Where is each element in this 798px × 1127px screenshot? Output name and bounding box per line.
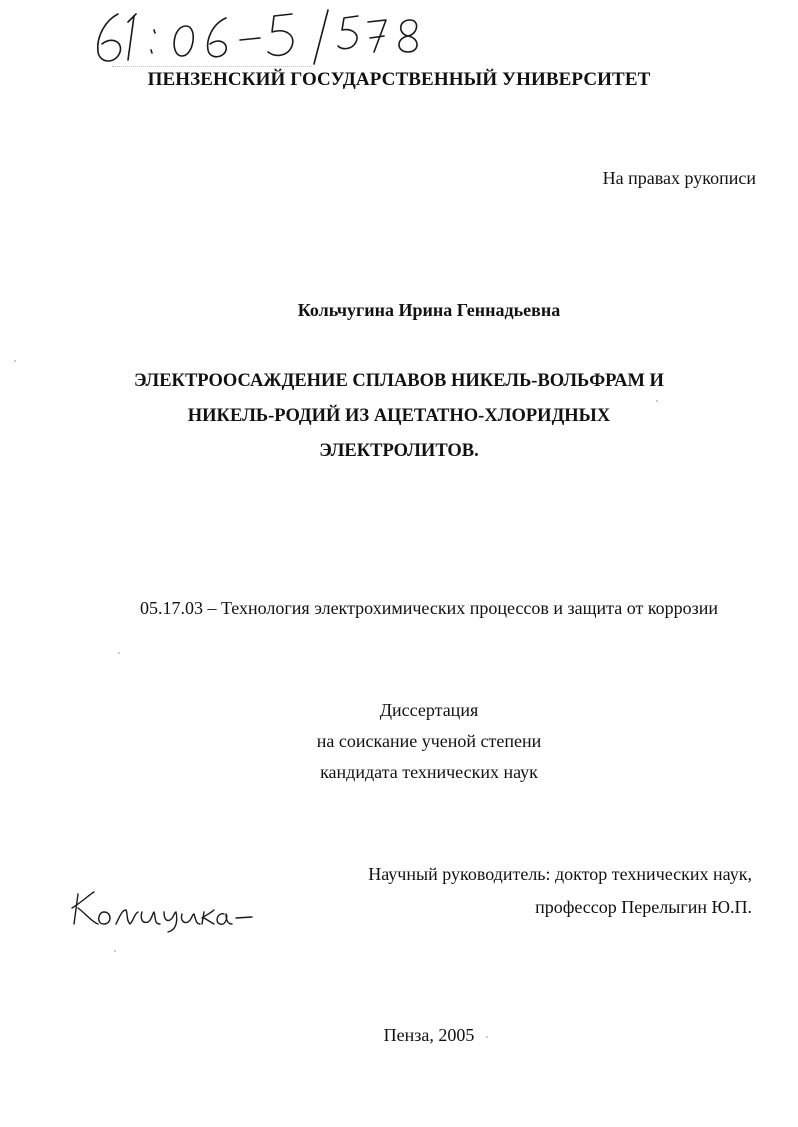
university-name: ПЕНЗЕНСКИЙ ГОСУДАРСТВЕННЫЙ УНИВЕРСИТЕТ [147, 69, 651, 90]
scan-speck [118, 652, 120, 654]
title-line: ЭЛЕКТРООСАЖДЕНИЕ СПЛАВОВ НИКЕЛЬ-ВОЛЬФРАМ И [134, 371, 664, 391]
scientific-supervisor [368, 858, 752, 924]
supervisor-title: Научный руководитель: доктор технических наук, [368, 864, 752, 884]
scan-speck [14, 360, 16, 362]
degree-line: Диссертация [379, 700, 479, 720]
scan-speck [114, 950, 116, 952]
title-line: НИКЕЛЬ-РОДИЙ ИЗ АЦЕТАТНО-ХЛОРИДНЫХ [187, 406, 611, 426]
place-and-year: Пенза, 2005 [383, 1025, 475, 1045]
rights-note: На правах рукописи [602, 168, 756, 188]
dissertation-title [0, 364, 798, 469]
scan-speck [486, 1036, 488, 1038]
supervisor-name: профессор Перелыгин Ю.П. [535, 897, 752, 917]
specialty-code: 05.17.03 – Технология электрохимических процессов и защита от коррозии [139, 598, 719, 618]
author-name: Кольчугина Ирина Геннадьевна [297, 300, 561, 320]
scan-speck [656, 400, 658, 402]
handwritten-archive-code [88, 6, 448, 68]
degree-line: на соискание ученой степени [316, 731, 542, 751]
author-signature [68, 884, 258, 934]
title-line: ЭЛЕКТРОЛИТОВ. [319, 441, 479, 461]
degree-line: кандидата технических наук [320, 762, 538, 782]
archive-code-underline [112, 66, 312, 67]
degree-statement [0, 695, 798, 788]
